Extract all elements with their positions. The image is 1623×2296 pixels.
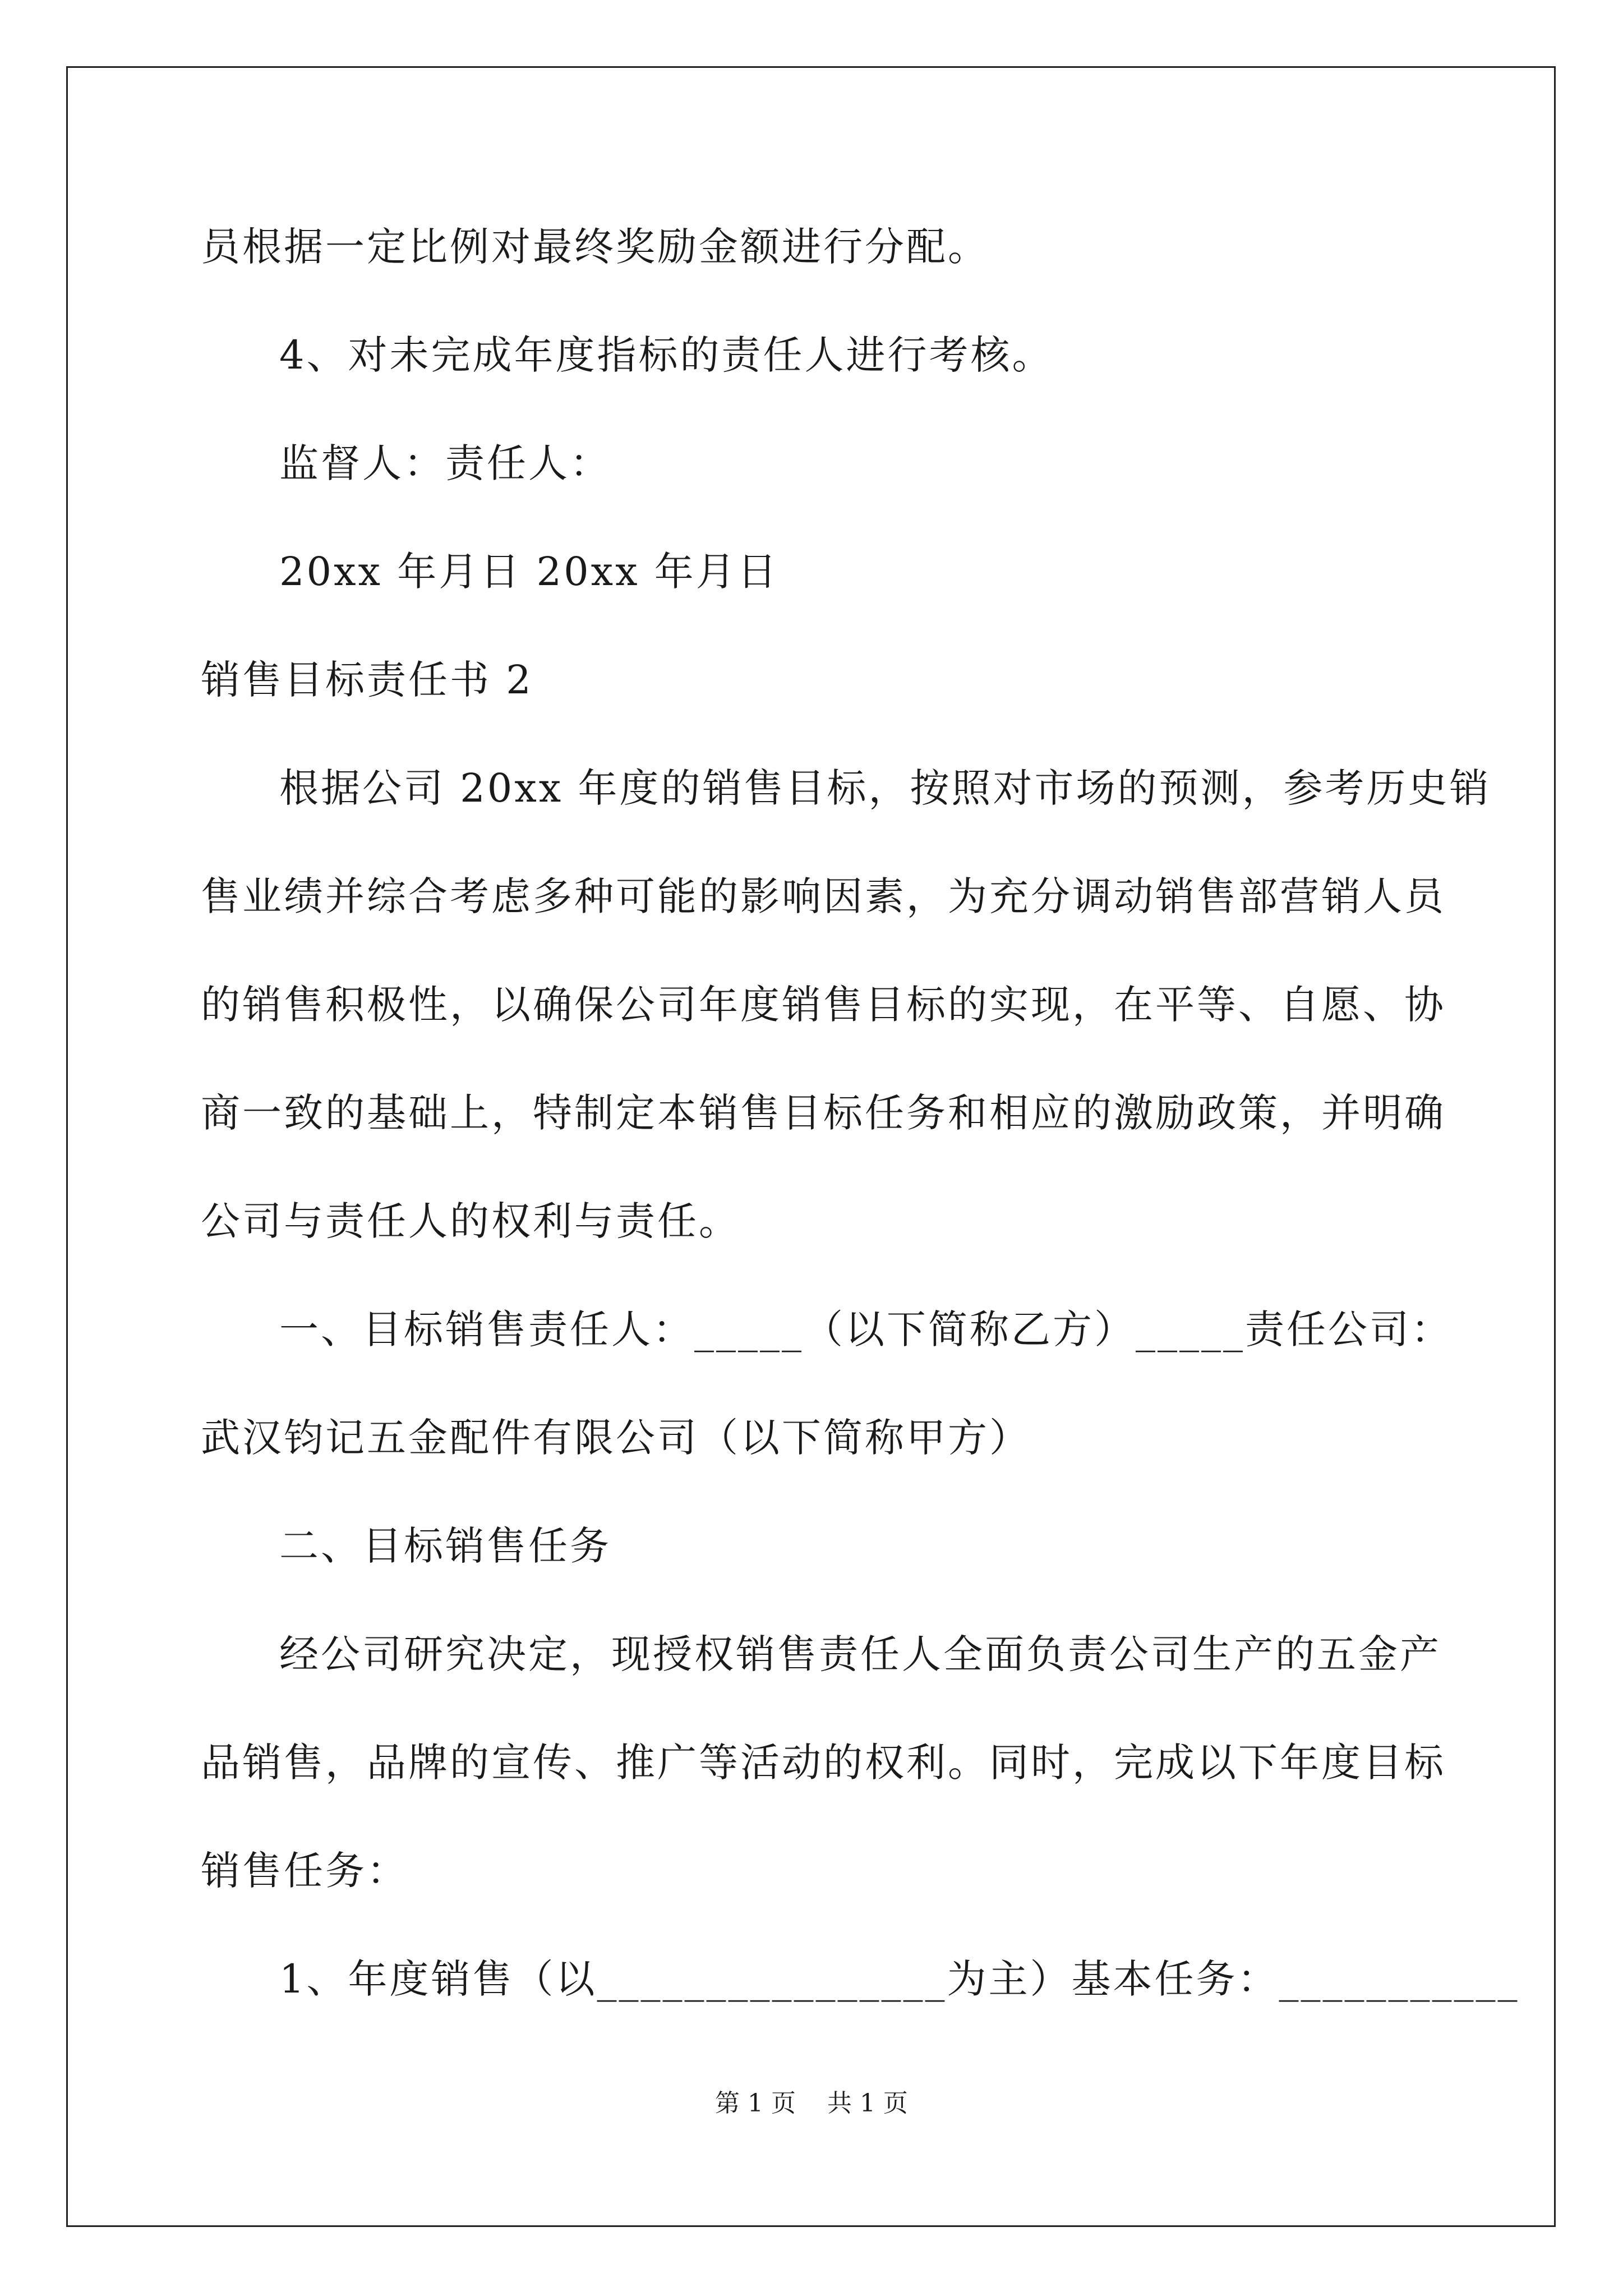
paragraph-line: 经公司研究决定，现授权销售责任人全面负责公司生产的五金产 <box>279 1631 1441 1677</box>
paragraph-line: 武汉钧记五金配件有限公司（以下简称甲方） <box>201 1415 1031 1461</box>
paragraph-line: 一、目标销售责任人：_____（以下简称乙方）_____责任公司： <box>279 1306 1453 1352</box>
page-footer: 第 1 页 共 1 页 <box>715 2089 908 2118</box>
paragraph-line: 1、年度销售（以________________为主）基本任务：___________ <box>279 1956 1520 2002</box>
paragraph-line: 商一致的基础上，特制定本销售目标任务和相应的激励政策，并明确 <box>201 1090 1446 1136</box>
paragraph-line: 公司与责任人的权利与责任。 <box>201 1198 740 1244</box>
section-heading: 二、目标销售任务 <box>279 1523 611 1569</box>
section-title: 销售目标责任书 2 <box>201 657 533 703</box>
paragraph-line: 根据公司 20xx 年度的销售目标，按照对市场的预测，参考历史销 <box>279 765 1491 811</box>
signature-line: 监督人：责任人： <box>279 440 611 486</box>
paragraph-line: 员根据一定比例对最终奖励金额进行分配。 <box>201 224 989 270</box>
paragraph-line: 售业绩并综合考虑多种可能的影响因素，为充分调动销售部营销人员 <box>201 873 1446 919</box>
page-border <box>66 66 1556 2227</box>
date-line: 20xx 年月日 20xx 年月日 <box>279 549 779 595</box>
paragraph-line: 销售任务： <box>201 1848 408 1894</box>
paragraph-line: 的销售积极性，以确保公司年度销售目标的实现，在平等、自愿、协 <box>201 982 1446 1028</box>
paragraph-line: 品销售，品牌的宣传、推广等活动的权利。同时，完成以下年度目标 <box>201 1740 1446 1786</box>
paragraph-line: 4、对未完成年度指标的责任人进行考核。 <box>279 332 1054 378</box>
